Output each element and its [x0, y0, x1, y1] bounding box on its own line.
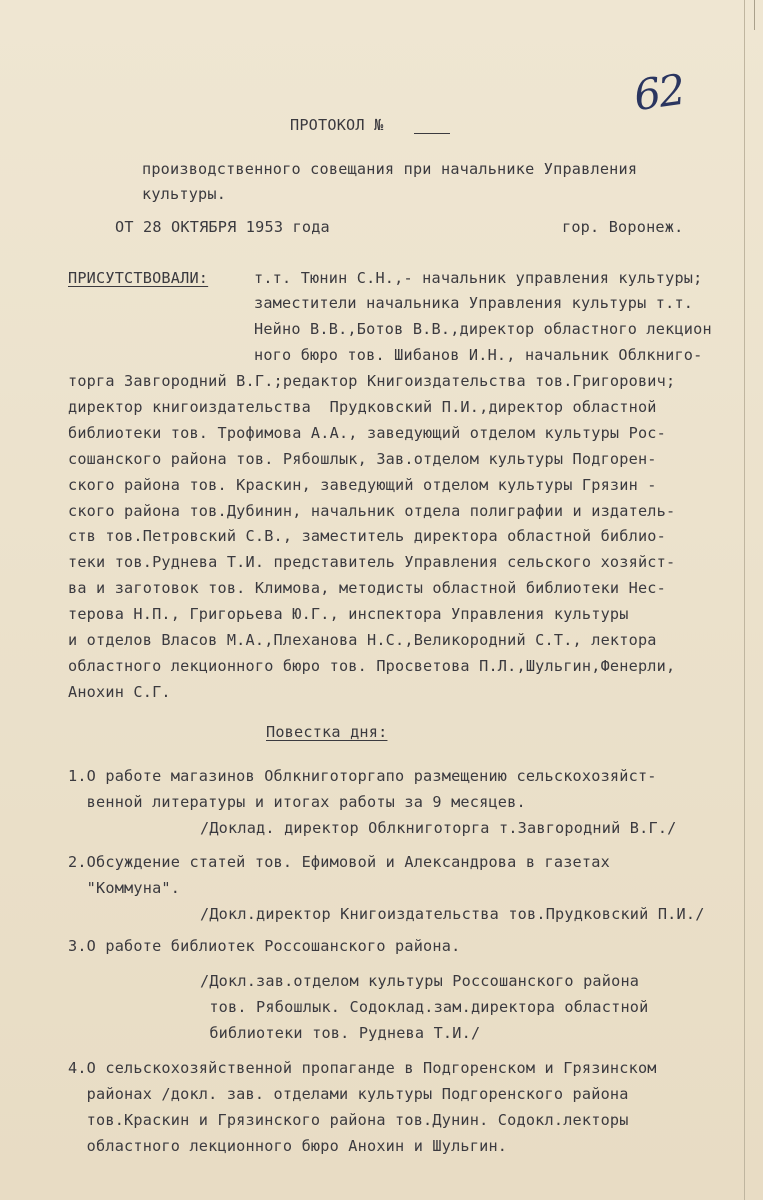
document-title: ПРОТОКОЛ №: [290, 116, 384, 134]
present-line: ского района тов. Краскин, заведующий отделом культуры Грязин -: [68, 476, 657, 494]
present-line: сошанского района тов. Рябошлык, Зав.отделом культуры Подгорен-: [68, 450, 657, 468]
agenda-item: 3.О работе библиотек Россошанского района.: [68, 937, 461, 955]
agenda-item: "Коммуна".: [68, 879, 181, 897]
present-label: ПРИСУТСТВОВАЛИ:: [68, 269, 209, 287]
agenda-item-report: /Докл.зав.отделом культуры Россошанского района: [200, 972, 640, 990]
present-line: ного бюро тов. Шибанов И.Н., начальник Облкниго-: [254, 346, 703, 364]
page-edge: [744, 0, 745, 1200]
subtitle-line: культуры.: [142, 185, 227, 203]
agenda-item-report: библиотеки тов. Руднева Т.И./: [200, 1024, 481, 1042]
present-line: терова Н.П., Григорьева Ю.Г., инспектора Управления культуры: [68, 605, 629, 623]
present-line: библиотеки тов. Трофимова А.А., заведующий отделом культуры Рос-: [68, 424, 666, 442]
agenda-item-report: /Доклад. директор Облкниготорга т.Завгородний В.Г./: [200, 819, 677, 837]
agenda-item-report: /Докл.директор Книгоиздательства тов.Прудковский П.И./: [200, 905, 705, 923]
agenda-item-report: тов. Рябошлык. Содоклад.зам.директора областной: [200, 998, 649, 1016]
present-line: заместители начальника Управления культуры т.т.: [254, 294, 694, 312]
agenda-item: 2.Обсуждение статей тов. Ефимовой и Александрова в газетах: [68, 853, 610, 871]
page-number-handwritten: 62: [630, 64, 687, 121]
present-line: областного лекционного бюро тов. Просветова П.Л.,Шульгин,Фенерли,: [68, 657, 676, 675]
present-line: ств тов.Петровский С.В., заместитель директора областной библио-: [68, 527, 666, 545]
present-line: Анохин С.Г.: [68, 683, 171, 701]
agenda-item: венной литературы и итогах работы за 9 месяцев.: [68, 793, 526, 811]
agenda-item: 4.О сельскохозяйственной пропаганде в Подгоренском и Грязинском: [68, 1059, 657, 1077]
subtitle-line: производственного совещания при начальнике Управления: [142, 160, 638, 178]
present-line: торга Завгородний В.Г.;редактор Книгоиздательства тов.Григорович;: [68, 372, 676, 390]
agenda-item: 1.О работе магазинов Облкниготоргапо размещению сельскохозяйст-: [68, 767, 657, 785]
present-line: Нейно В.В.,Ботов В.В.,директор областного лекцион: [254, 320, 712, 338]
number-blank-line: [414, 133, 450, 134]
present-line: ского района тов.Дубинин, начальник отдела полиграфии и издатель-: [68, 502, 676, 520]
present-line: директор книгоиздательства Прудковский П.И.,директор областной: [68, 398, 657, 416]
present-line: т.т. Тюнин С.Н.,- начальник управления культуры;: [254, 269, 703, 287]
page-edge-mark: [754, 0, 755, 30]
present-line: теки тов.Руднева Т.И. представитель Управления сельского хозяйст-: [68, 553, 676, 571]
agenda-item: областного лекционного бюро Анохин и Шульгин.: [68, 1137, 508, 1155]
agenda-item: тов.Краскин и Грязинского района тов.Дунин. Содокл.лекторы: [68, 1111, 629, 1129]
meeting-date: ОТ 28 ОКТЯБРЯ 1953 года: [115, 218, 330, 236]
present-line: и отделов Власов М.А.,Плеханова Н.С.,Великородний С.Т., лектора: [68, 631, 657, 649]
agenda-title: Повестка дня:: [266, 723, 388, 741]
present-line: ва и заготовок тов. Климова, методисты областной библиотеки Нес-: [68, 579, 666, 597]
meeting-city: гор. Воронеж.: [562, 218, 684, 236]
agenda-item: районах /докл. зав. отделами культуры Подгоренского района: [68, 1085, 629, 1103]
